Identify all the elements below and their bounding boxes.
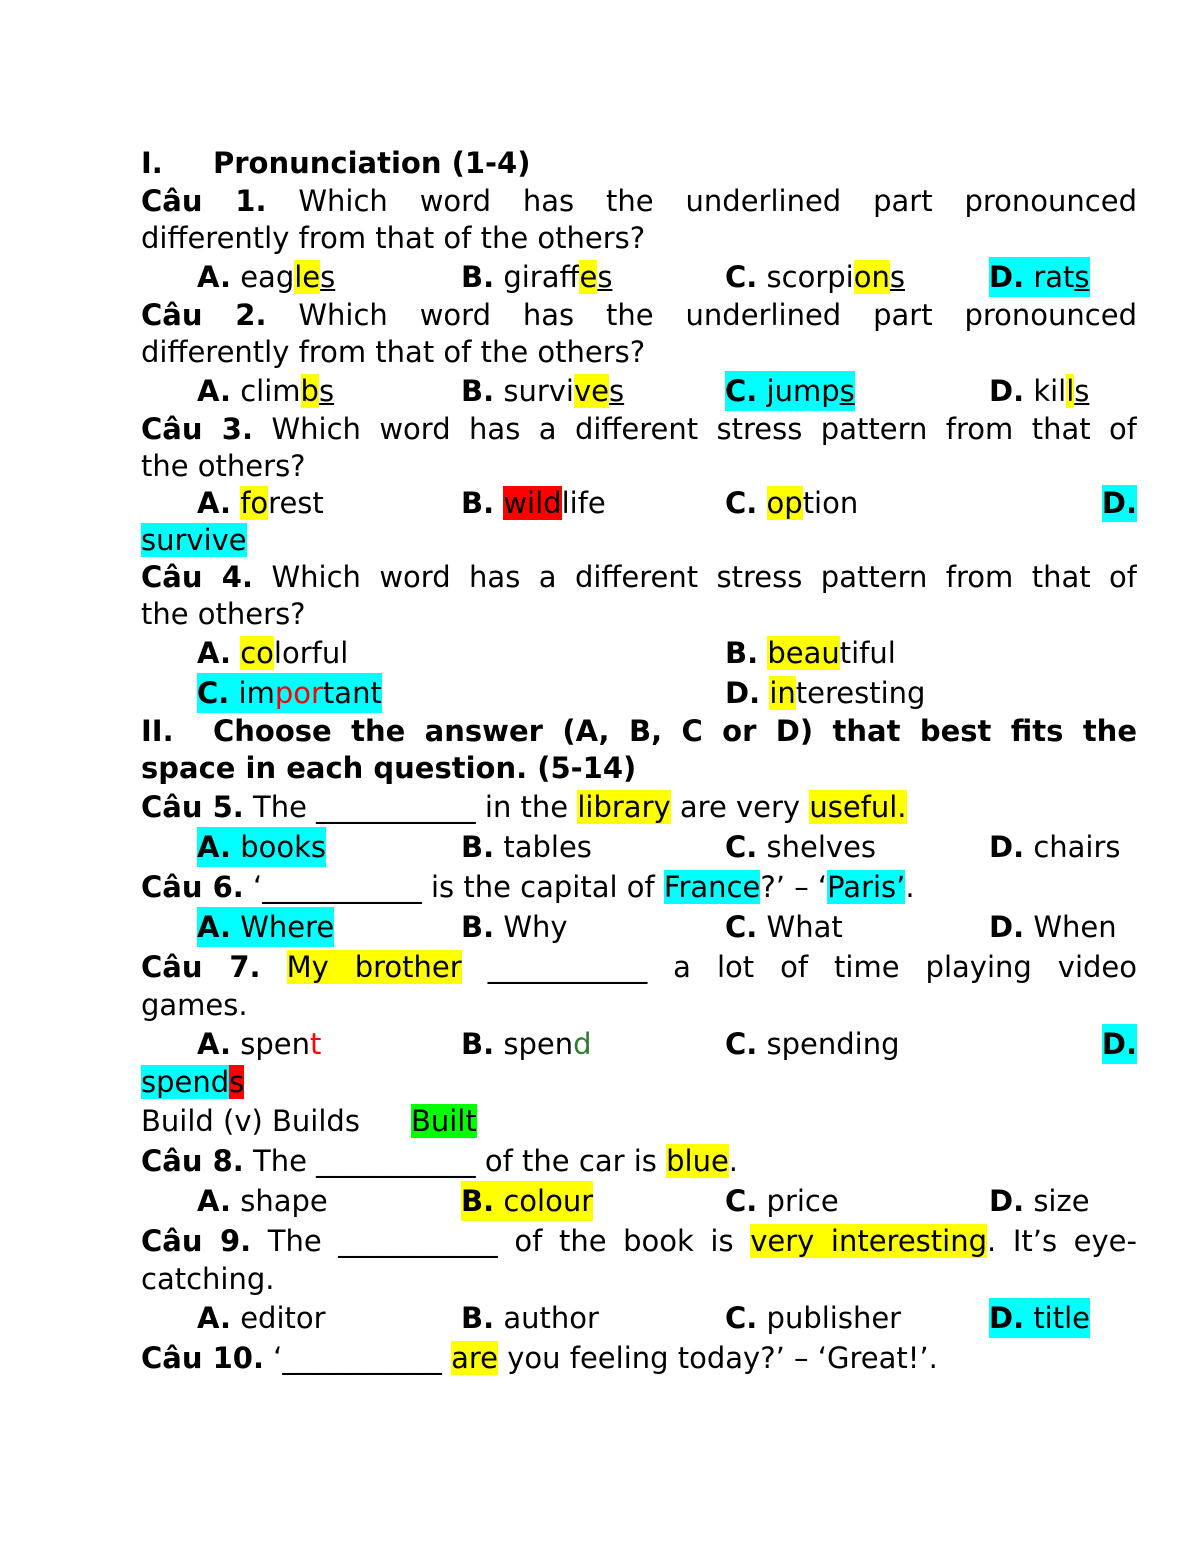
option-b[interactable]: B. author — [461, 1301, 599, 1335]
worksheet — [141, 143, 1137, 1378]
option-c[interactable]: C. price — [725, 1184, 839, 1218]
option-b[interactable]: B. Why — [461, 910, 568, 944]
option-b[interactable]: B. survives — [461, 374, 625, 408]
option-c[interactable]: C. spending — [725, 1027, 900, 1061]
option-b[interactable]: B. beautiful — [725, 636, 896, 670]
option-b-answer[interactable]: B. colour — [461, 1181, 593, 1221]
option-d-answer[interactable]: D. title — [989, 1298, 1090, 1338]
option-c[interactable]: C. scorpions — [725, 260, 905, 294]
option-a-answer[interactable]: A. Where — [197, 907, 334, 947]
question-7-stem: Câu 7. My brother ___________ a lot of time playing video — [141, 950, 1137, 984]
question-3-options — [141, 485, 1137, 522]
question-4-options-row2 — [141, 673, 1137, 713]
question-1-stem: Câu 1. Which word has the underlined part pronounced — [141, 184, 1137, 218]
question-6-options — [141, 907, 1137, 947]
question-4-stem: Câu 4. Which word has a different stress pattern from that of — [141, 560, 1137, 594]
option-d-letter[interactable]: D. — [1102, 1024, 1137, 1064]
question-8-stem: Câu 8. The ___________ of the car is blue. — [141, 1144, 739, 1178]
question-9-stem-cont: catching. — [141, 1262, 275, 1296]
option-c-answer[interactable]: C. important — [197, 673, 382, 713]
option-d[interactable]: D. When — [989, 910, 1117, 944]
option-b[interactable]: B. giraffes — [461, 260, 613, 294]
question-3-stem-cont: the others? — [141, 449, 306, 483]
question-8-options — [141, 1181, 1137, 1221]
option-a[interactable]: A. eagles — [197, 260, 336, 294]
option-b[interactable]: B. tables — [461, 830, 592, 864]
option-a[interactable]: A. forest — [197, 486, 324, 520]
option-a[interactable]: A. shape — [197, 1184, 328, 1218]
question-2-stem-cont: differently from that of the others? — [141, 335, 646, 369]
question-2-options — [141, 371, 1137, 411]
option-c-answer[interactable]: C. jumps — [725, 371, 855, 411]
option-a[interactable]: A. colorful — [197, 636, 349, 670]
section-heading-2: II. Choose the answer (A, B, C or D) that best fits the — [141, 714, 1137, 748]
option-d[interactable]: D. size — [989, 1184, 1090, 1218]
option-b[interactable]: B. wildlife — [461, 486, 606, 520]
option-b[interactable]: B. spend — [461, 1027, 592, 1061]
option-a[interactable]: A. spent — [197, 1027, 322, 1061]
option-a[interactable]: A. editor — [197, 1301, 326, 1335]
question-4-stem-cont: the others? — [141, 597, 306, 631]
section-heading-1: I. Pronunciation (1-4) — [141, 146, 531, 180]
option-a-answer[interactable]: A. books — [197, 827, 326, 867]
option-c[interactable]: C. option — [725, 486, 859, 520]
question-7-stem-cont: games. — [141, 988, 248, 1022]
option-c[interactable]: C. What — [725, 910, 843, 944]
margin-note: Build (v) Builds Built — [141, 1104, 477, 1138]
section-heading-2-cont: space in each question. (5-14) — [141, 751, 637, 785]
question-1-options — [141, 257, 1137, 297]
question-3-option-d-word: survive — [141, 523, 247, 557]
option-d[interactable]: D. interesting — [725, 676, 926, 710]
question-6-stem: Câu 6. ‘___________ is the capital of France?’ – ‘Paris’. — [141, 870, 915, 904]
option-d-answer[interactable]: D. rats — [989, 257, 1090, 297]
option-d-letter[interactable]: D. — [1101, 486, 1137, 520]
question-2-stem: Câu 2. Which word has the underlined part pronounced — [141, 298, 1137, 332]
question-10-stem: Câu 10. ‘___________ are you feeling today?’ – ‘Great!’. — [141, 1341, 938, 1375]
option-d[interactable]: D. kills — [989, 374, 1090, 408]
question-7-option-d-word: spends — [141, 1065, 245, 1099]
option-c[interactable]: C. publisher — [725, 1301, 902, 1335]
option-d[interactable]: D. chairs — [989, 830, 1121, 864]
question-3-stem: Câu 3. Which word has a different stress pattern from that of — [141, 412, 1137, 446]
option-a[interactable]: A. climbs — [197, 374, 335, 408]
question-4-options-row1 — [141, 633, 1137, 673]
question-5-options — [141, 827, 1137, 867]
option-c[interactable]: C. shelves — [725, 830, 877, 864]
question-1-stem-cont: differently from that of the others? — [141, 221, 646, 255]
question-9-options — [141, 1298, 1137, 1338]
question-7-options — [141, 1024, 1137, 1064]
question-5-stem: Câu 5. The ___________ in the library are very useful. — [141, 790, 907, 824]
question-9-stem: Câu 9. The ___________ of the book is very interesting. It’s eye- — [141, 1224, 1137, 1258]
